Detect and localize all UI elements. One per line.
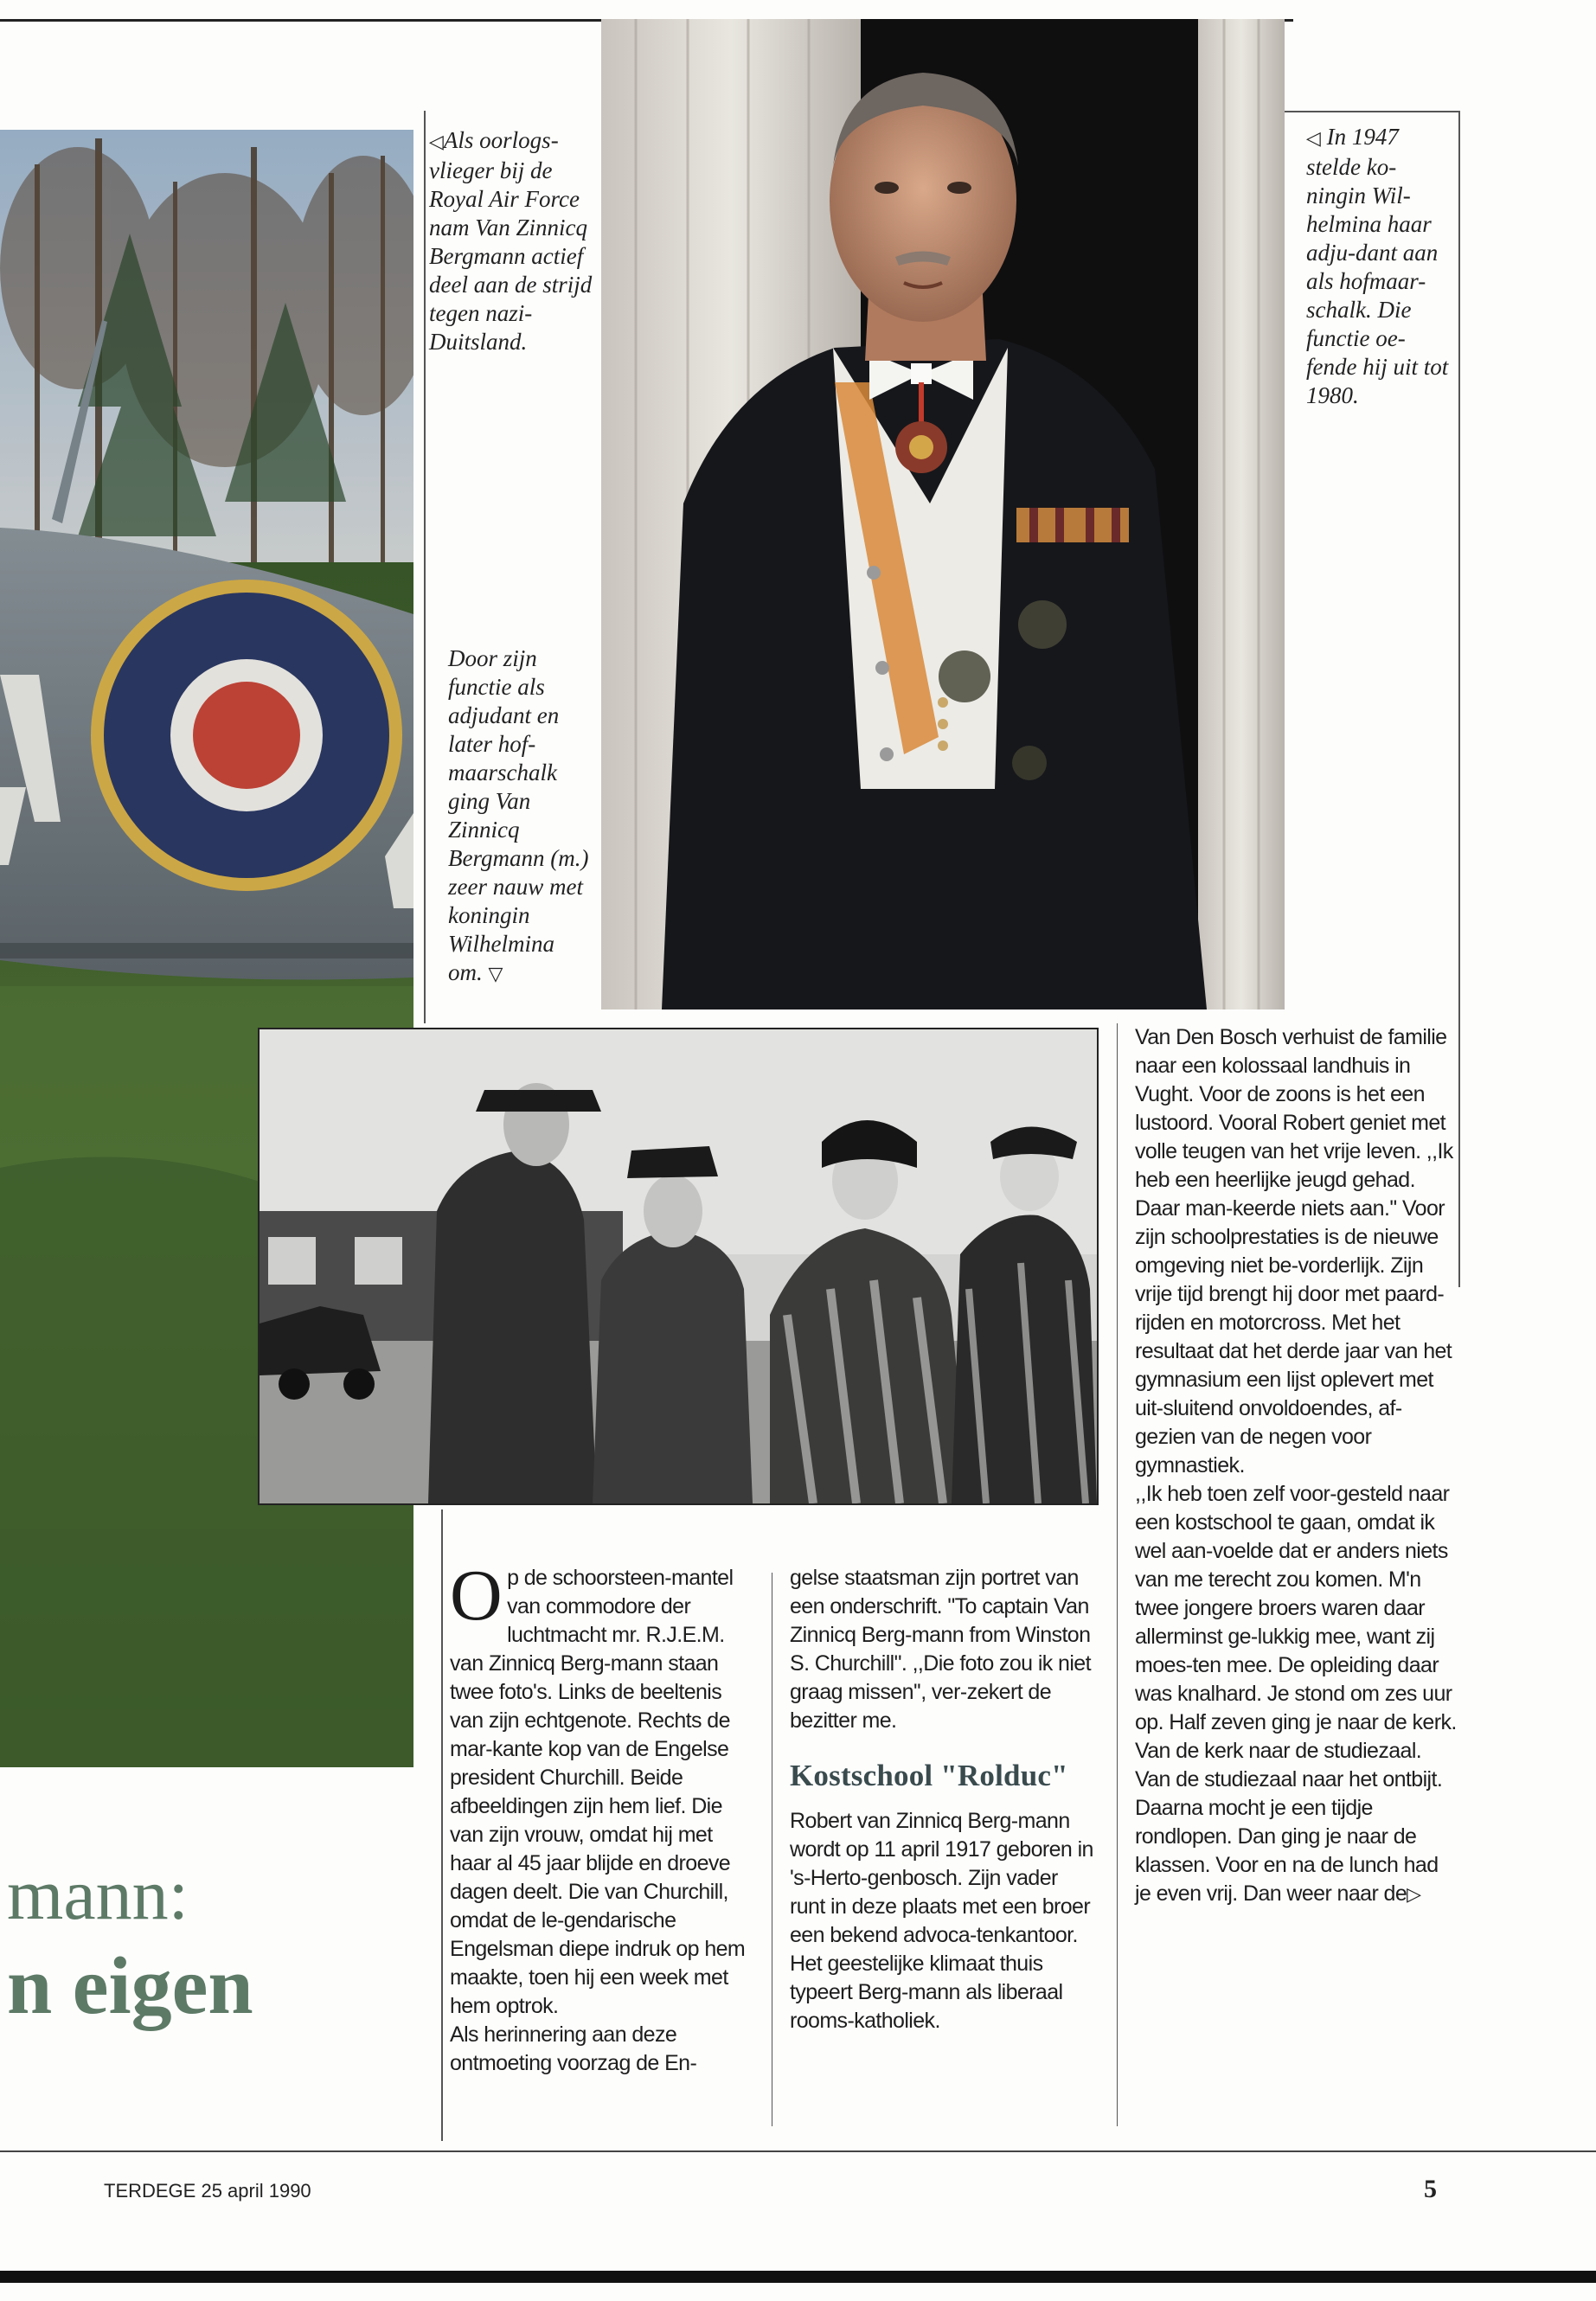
article-box-left-rule: [441, 1509, 443, 2141]
hofmaarschalk-portrait-photo: [601, 19, 1285, 1009]
page-bottom-rule: [0, 2150, 1596, 2152]
footer-publication: TERDEGE 25 april 1990: [104, 2180, 311, 2202]
article-paragraph-3: gelse staatsman zijn portret van een onderschrift. "To captain Van Zinnicq Berg-mann from Winston S. Churchill". ,,Die foto zou ik niet graag missen'', ver-zekert de bezitter me.: [790, 1566, 1091, 1733]
bottom-scan-band: [0, 2271, 1596, 2283]
caption-box-right-rule: [1458, 111, 1460, 1287]
article-paragraph-2: Als herinnering aan deze ontmoeting voorzag de En-: [450, 2022, 697, 2075]
caption-pointer-left-icon: ◁: [429, 131, 444, 153]
headline-line-2: n eigen: [7, 1941, 253, 2031]
caption-pointer-down-icon: ▽: [488, 964, 503, 985]
queen-wilhelmina-airfield-photo: [258, 1028, 1099, 1505]
caption-box-left-rule: [424, 111, 426, 1023]
headline-line-1: mann:: [7, 1855, 189, 1935]
caption-box-top-rule: [1285, 111, 1460, 112]
article-paragraph-6: ,,Ik heb toen zelf voor-gesteld naar een kostschool te gaan, omdat ik wel aan-voelde dat er anders niets van me terecht zou komen. M'n twee jongere broers waren daar allerminst ge-lukkig mee, want zij moes-ten mee. De opleiding daar was knalhard. Je stond om zes uur op. Half zeven ging je naar de kerk. Van de kerk naar de studiezaal. Van de studiezaal naar het ontbijt. Daarna mocht je een tijdje rondlopen. Dan ging je naar de klassen. Voor en na de lunch had je even vrij. Dan weer naar de: [1135, 1482, 1457, 1906]
continue-arrow-icon: ▷: [1407, 1884, 1421, 1906]
article-column-3: [1135, 1023, 1457, 1909]
caption-hofmaarschalk-text: In 1947 stelde ko-ningin Wil-helmina haar adju-dant aan als hofmaar-schalk. Die functie oe-fende hij uit tot 1980.: [1306, 124, 1449, 408]
caption-pointer-left-icon: ◁: [1306, 128, 1321, 150]
caption-adjudant-text: Door zijn functie als adjudant en later hof-maarschalk ging Van Zinnicq Bergmann (m.) zeer nauw met koningin Wilhelmina om.: [448, 645, 589, 985]
article-paragraph-4: Robert van Zinnicq Berg-mann wordt op 11 april 1917 geboren in 's-Herto-genbosch. Zijn vader runt in deze plaats met een broer een bekend advoca-tenkantoor. Het geestelijke klimaat thuis typeert Berg-mann als liberaal rooms-katholiek.: [790, 1809, 1093, 2033]
caption-raf-text: Als oorlogs-vlieger bij de Royal Air Force nam Van Zinnicq Bergmann actief deel aan de strijd tegen nazi-Duitsland.: [429, 127, 593, 355]
article-paragraph-5: Van Den Bosch verhuist de familie naar een kolossaal landhuis in Vught. Voor de zoons is het een lustoord. Vooral Robert geniet met volle teugen van het vrije leven. ,,Ik heb een heerlijke jeugd gehad. Daar man-keerde niets aan.'' Voor zijn schoolprestaties is de nieuwe omgeving niet be-vorderlijk. Zijn vrije tijd brengt hij door met paard-rijden en motorcross. Met het resultaat dat het derde jaar van het gymnasium een lijst oplevert met uit-sluitend onvoldoendes, af-gezien van de negen voor gymnastiek.: [1135, 1025, 1453, 1477]
column-rule-2: [1117, 1023, 1118, 2126]
article-column-1: [450, 1555, 757, 2078]
spitfire-roundel-photo: [0, 130, 413, 1767]
drop-cap: O: [450, 1555, 503, 1636]
caption-hofmaarschalk: [1306, 123, 1453, 410]
page-number: 5: [1424, 2175, 1437, 2203]
section-subhead: Kostschool "Rolduc": [790, 1759, 1068, 1792]
article-paragraph-1: p de schoorsteen-mantel van commodore der luchtmacht mr. R.J.E.M. van Zinnicq Berg-mann staan twee foto's. Links de beeltenis van zijn echtgenote. Rechts de mar-kante kop van de Engelse president Churchill. Beide afbeeldingen zijn hem lief. Die van zijn vrouw, omdat hij met haar al 45 jaar blijde en droeve dagen deelt. Die van Churchill, omdat de le-gendarische Engelsman diepe indruk op hem maakte, toen hij een week met hem optrok.: [450, 1566, 746, 2018]
caption-adjudant: [448, 644, 593, 989]
caption-raf: [429, 126, 593, 356]
article-column-2: [790, 1564, 1097, 2035]
